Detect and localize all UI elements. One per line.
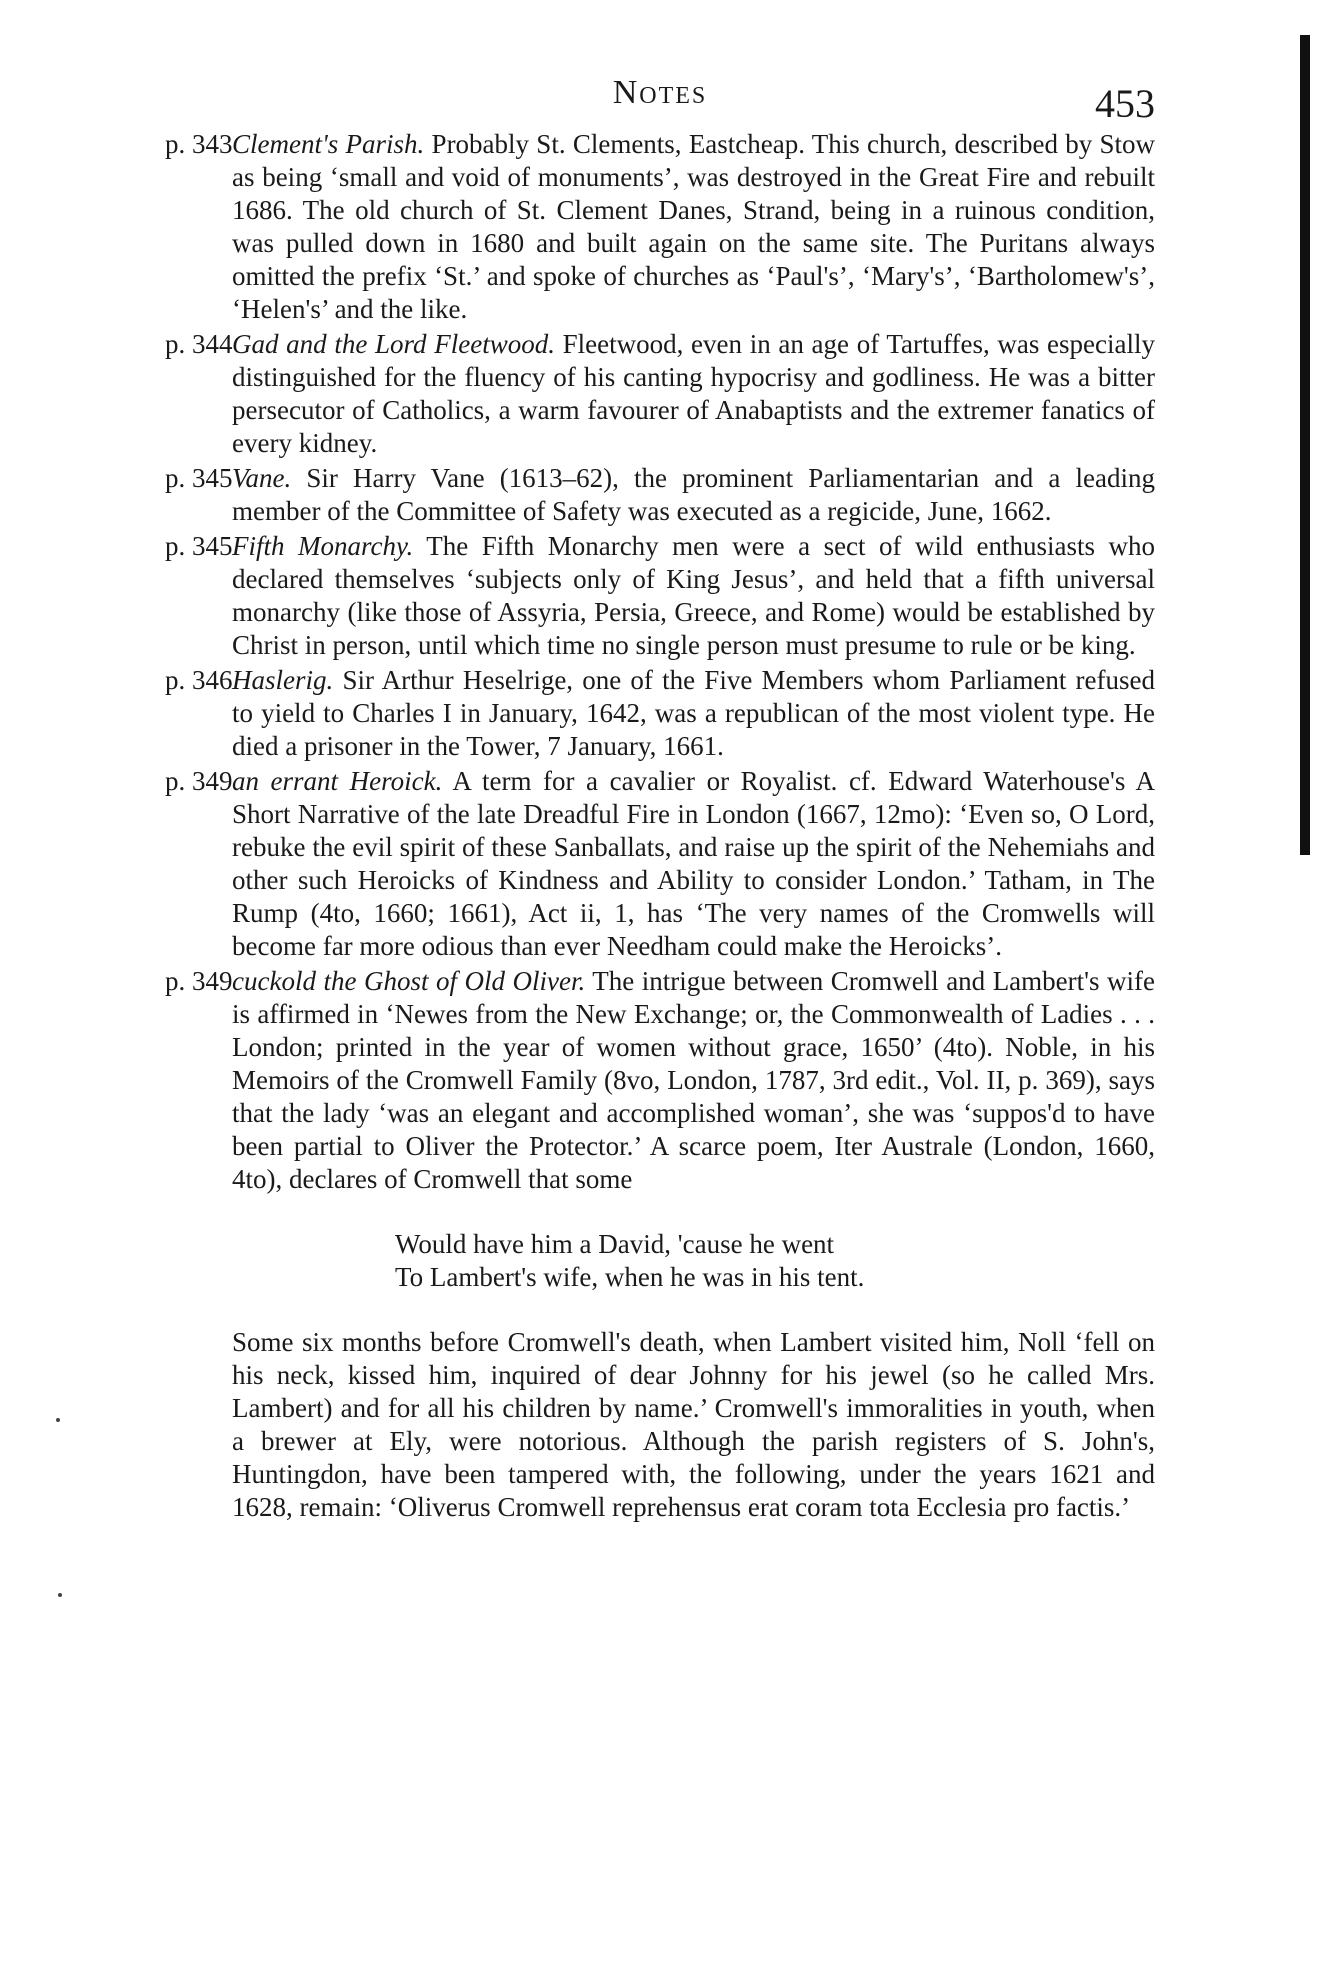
note-text: Probably St. Clements, Eastcheap. This church, described by Stow as being ‘small and void of monuments’, was destroyed in the Great Fire and rebuilt 1686. The old church of St. Clement Danes, Strand, being in a ruinous condition, was pulled down in 1680 and built again on the same site. The Puritans always omitted the prefix ‘St.’ and spoke of churches as ‘Paul's’, ‘Mary's’, ‘Bartholomew's’, ‘Helen's’ and the like.: [232, 129, 1155, 324]
note-headword: Clement's Parish.: [232, 129, 425, 159]
scan-speck: [56, 1418, 60, 1422]
page-number: 453: [1095, 81, 1155, 126]
scan-speck: [58, 1593, 62, 1597]
note-headword: an errant Heroick.: [232, 766, 443, 796]
note-text: Sir Harry Vane (1613–62), the prominent Parliamentarian and a leading member of the Committee of Safety was executed as a regicide, June, 1662.: [232, 463, 1155, 526]
note-page-ref: p. 343: [165, 129, 233, 159]
running-title: Notes: [612, 74, 708, 111]
note-text: Fleetwood, even in an age of Tartuffes, was especially distinguished for the fluency of his canting hypocrisy and godliness. He was a bitter persecutor of Catholics, a warm favourer of Anabaptists and the extremer fanatics of every kidney.: [232, 329, 1155, 458]
note-headword: cuckold the Ghost of Old Oliver.: [232, 966, 586, 996]
note-entry: [165, 462, 1155, 528]
notes-body: [165, 128, 1155, 1524]
page-header: [165, 70, 1155, 130]
note-page-ref: p. 346: [165, 665, 233, 695]
note-text: The Fifth Monarchy men were a sect of wild enthusiasts who declared themselves ‘subjects only of King Jesus’, and held that a fifth universal monarchy (like those of Assyria, Persia, Greece, and Rome) would be established by Christ in person, until which time no single person must presume to rule or be king.: [232, 531, 1155, 660]
note-page-ref: p. 344: [165, 329, 233, 359]
note-page-ref: p. 345: [165, 531, 233, 561]
note-entry: [165, 128, 1155, 326]
note-page-ref: p. 349: [165, 966, 233, 996]
verse-quotation: [395, 1228, 1155, 1294]
page-edge-bar: [1300, 35, 1310, 855]
note-entry: [165, 664, 1155, 763]
note-page-ref: p. 349: [165, 766, 233, 796]
note-headword: Fifth Monarchy.: [232, 531, 414, 561]
note-headword: Haslerig.: [232, 665, 334, 695]
continuation-paragraph: Some six months before Cromwell's death, when Lambert visited him, Noll ‘fell on his neck, kissed him, inquired of dear Johnny for his jewel (so he called Mrs. Lambert) and for all his children by name.’ Cromwell's immoralities in youth, when a brewer at Ely, were notorious. Although the parish registers of S. John's, Huntingdon, have been tampered with, the following, under the years 1621 and 1628, remain: ‘Oliverus Cromwell reprehensus erat coram tota Ecclesia pro factis.’: [232, 1327, 1155, 1522]
note-entry: [165, 965, 1155, 1196]
note-entry: [165, 765, 1155, 963]
note-entry: [165, 328, 1155, 460]
verse-line: Would have him a David, 'cause he went: [395, 1229, 835, 1259]
note-text: Sir Arthur Heselrige, one of the Five Members whom Parliament refused to yield to Charles I in January, 1642, was a republican of the most violent type. He died a prisoner in the Tower, 7 January, 1661.: [232, 665, 1156, 761]
note-text: A term for a cavalier or Royalist. cf. Edward Waterhouse's A Short Narrative of the late Dreadful Fire in London (1667, 12mo): ‘Even so, O Lord, rebuke the evil spirit of these Sanballats, and raise up the spirit of the Nehemiahs and other such Heroicks of Kindness and Ability to consider London.’ Tatham, in The Rump (4to, 1660; 1661), Act ii, 1, has ‘The very names of the Cromwells will become far more odious than ever Needham could make the Heroicks’.: [232, 766, 1155, 961]
verse-line: To Lambert's wife, when he was in his tent.: [395, 1262, 865, 1292]
note-text: The intrigue between Cromwell and Lambert's wife is affirmed in ‘Newes from the New Exchange; or, the Commonwealth of Ladies . . . London; printed in the year of women without grace, 1650’ (4to). Noble, in his Memoirs of the Cromwell Family (8vo, London, 1787, 3rd edit., Vol. II, p. 369), says that the lady ‘was an elegant and accomplished woman’, she was ‘suppos'd to have been partial to Oliver the Protector.’ A scarce poem, Iter Australe (London, 1660, 4to), declares of Cromwell that some: [232, 966, 1156, 1194]
note-headword: Gad and the Lord Fleetwood.: [232, 329, 555, 359]
note-page-ref: p. 345: [165, 463, 233, 493]
note-headword: Vane.: [232, 463, 292, 493]
note-entry: [165, 530, 1155, 662]
